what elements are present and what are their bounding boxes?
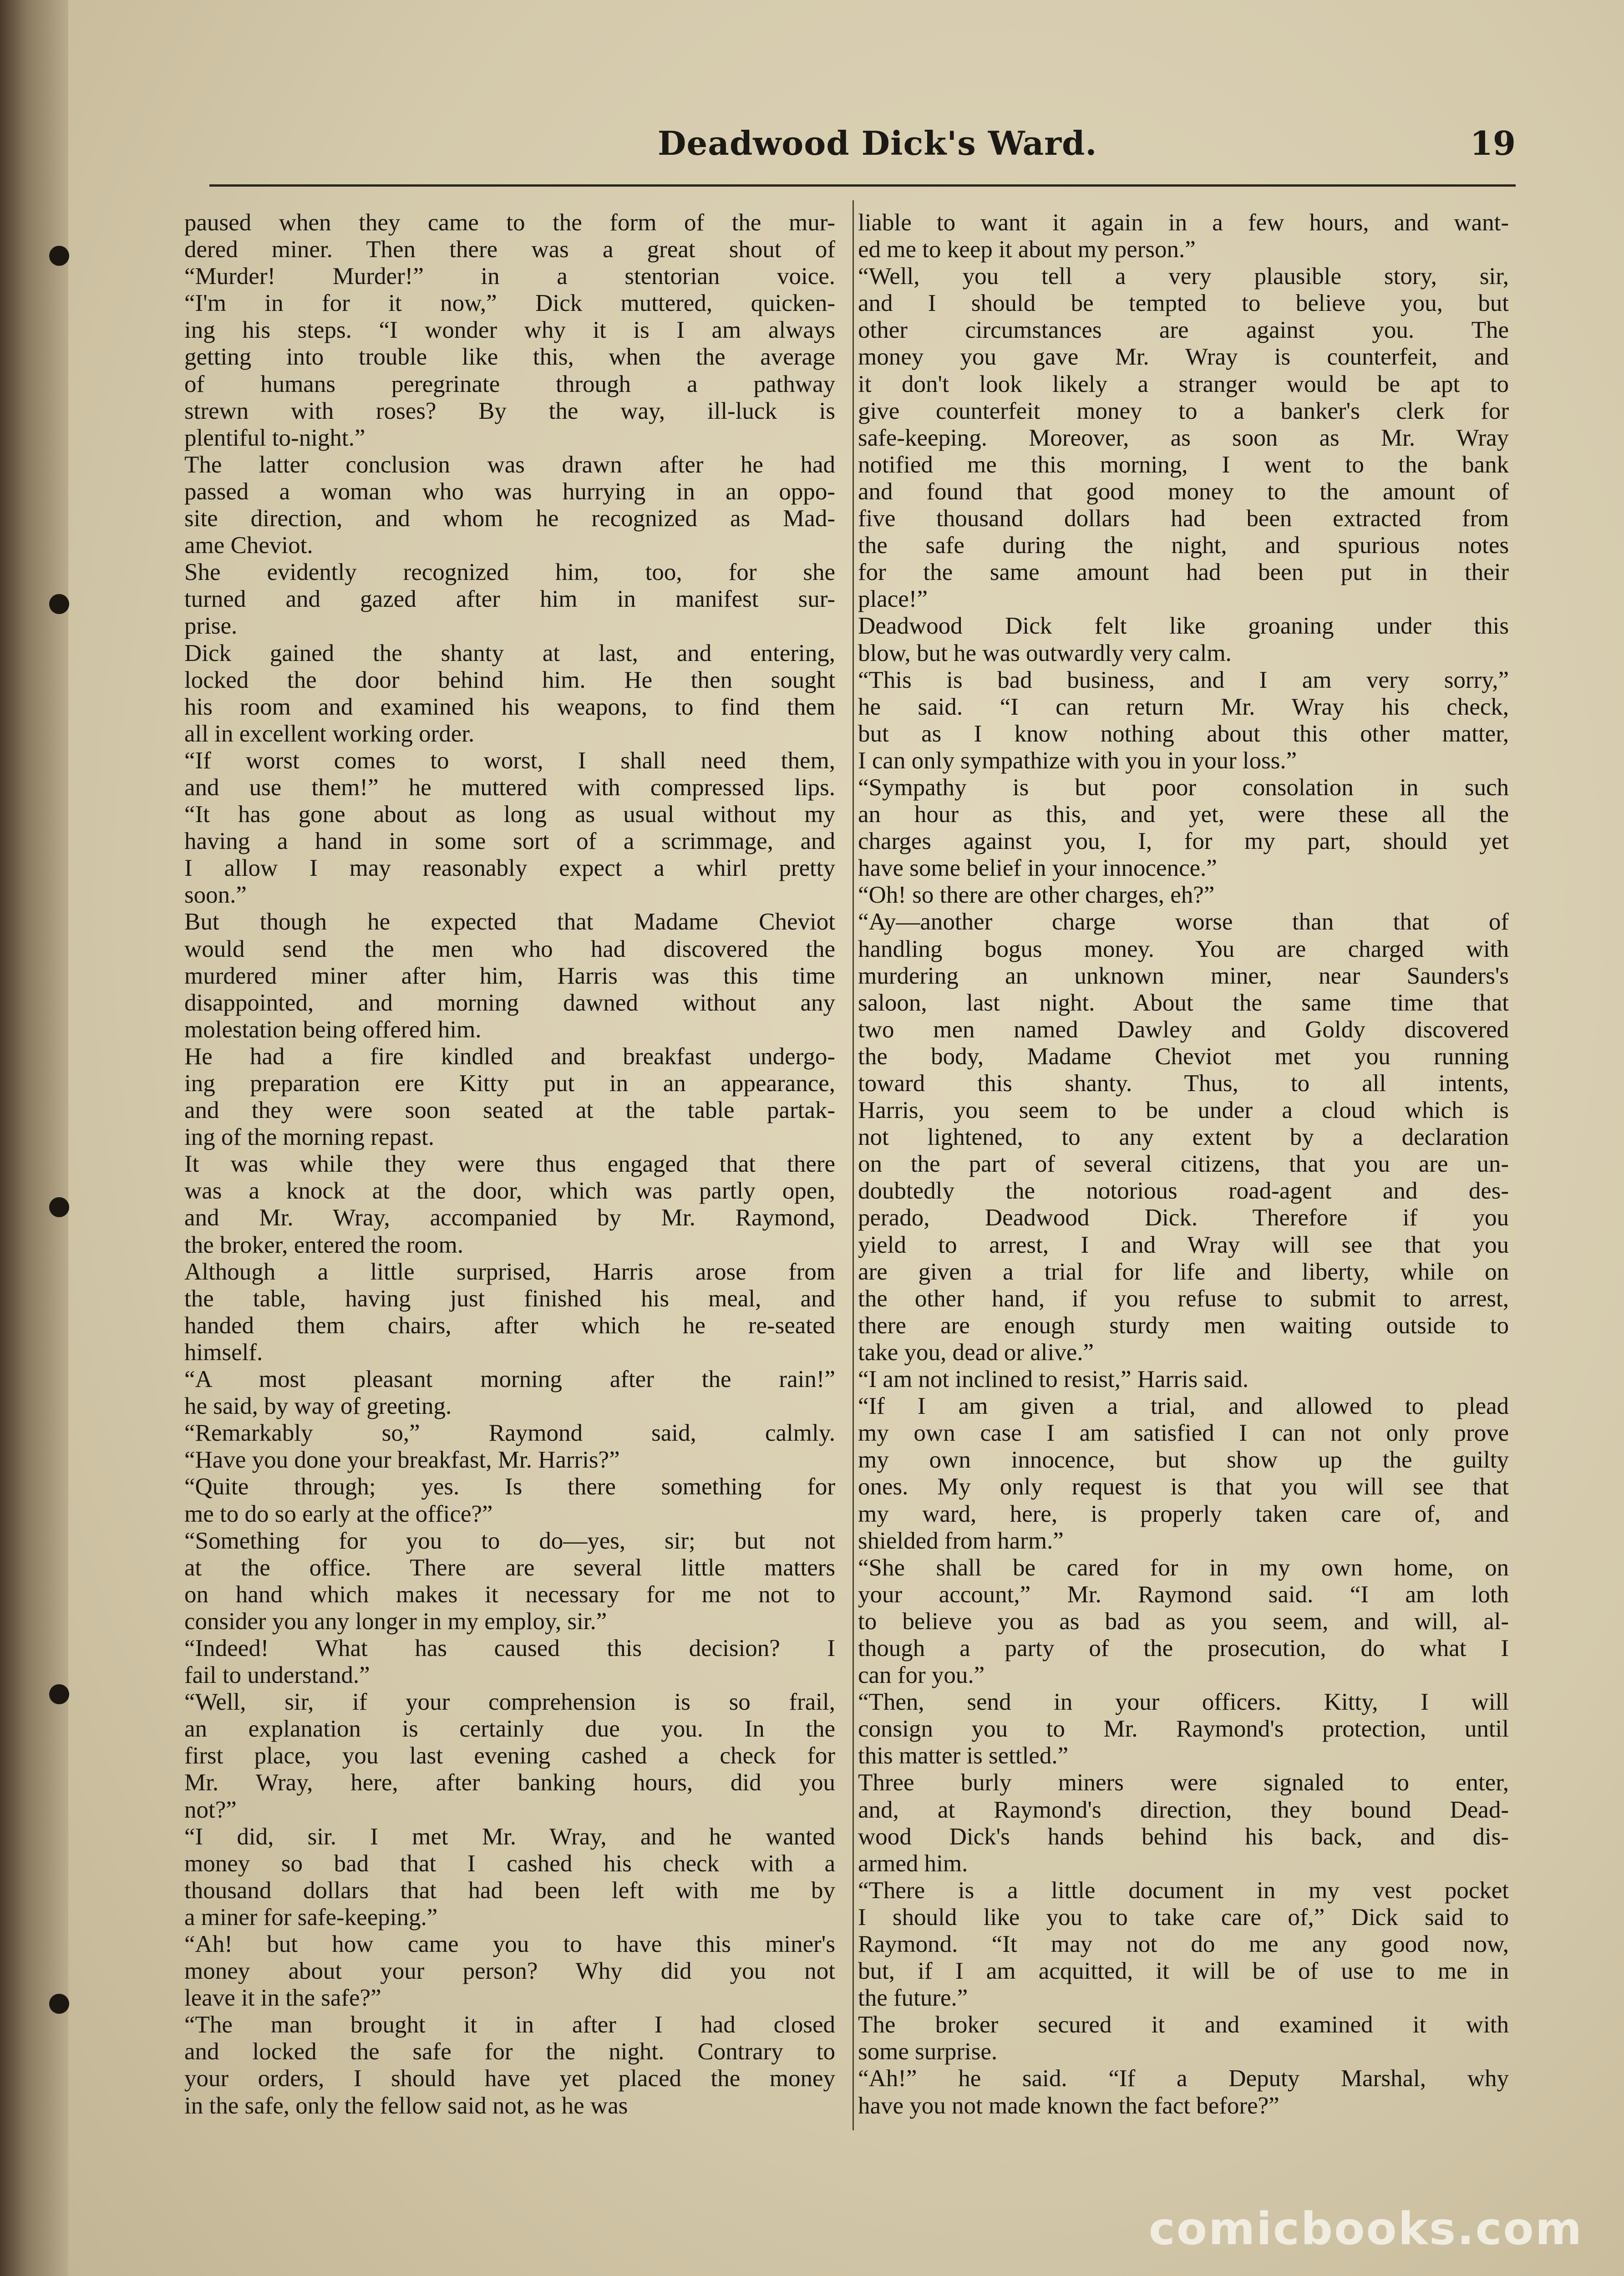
text-line: “Ah! but how came you to have this miner's [184,1931,835,1957]
text-line: at the office. There are several little matters [184,1554,835,1581]
text-line: Dick gained the shanty at last, and entering, [184,640,835,666]
page-number: 19 [1470,124,1516,163]
text-line: it don't look likely a stranger would be apt to [858,371,1509,397]
text-line: money so bad that I cashed his check with a [184,1850,835,1877]
text-line: the body, Madame Cheviot met you running [858,1043,1509,1070]
text-line: my ward, here, is properly taken care of, and [858,1500,1509,1527]
text-line: “I'm in for it now,” Dick muttered, quicken- [184,290,835,317]
text-line: Three burly miners were signaled to enter, [858,1769,1509,1796]
text-line: I should like you to take care of,” Dick said to [858,1904,1509,1931]
text-line: on hand which makes it necessary for me not to [184,1581,835,1608]
text-line: safe-keeping. Moreover, as soon as Mr. Wray [858,424,1509,451]
text-line: there are enough sturdy men waiting outside to [858,1312,1509,1339]
text-line: an hour as this, and yet, were these all the [858,801,1509,828]
text-line: ing preparation ere Kitty put in an appearance, [184,1070,835,1097]
text-line: himself. [184,1339,263,1366]
text-line: this matter is settled.” [858,1743,1069,1769]
text-line: “Well, sir, if your comprehension is so frail, [184,1689,835,1716]
text-line: “If worst comes to worst, I shall need them, [184,747,835,774]
text-line: “Oh! so there are other charges, eh?” [858,882,1215,909]
text-line: on the part of several citizens, that you are un- [858,1151,1509,1178]
column-separator [853,200,854,2130]
text-line: the table, having just finished his meal, and [184,1285,835,1312]
text-line: I can only sympathize with you in your loss.” [858,747,1297,774]
text-line: not lightened, to any extent by a declaration [858,1124,1509,1151]
text-line: passed a woman who was hurrying in an oppo- [184,478,835,505]
right-text-column [858,209,1509,2139]
text-line: leave it in the safe?” [184,1985,381,2012]
text-line: an explanation is certainly due you. In the [184,1716,835,1743]
text-line: though a party of the prosecution, do what I [858,1635,1509,1661]
text-line: perado, Deadwood Dick. Therefore if you [858,1204,1509,1231]
text-line: but as I know nothing about this other matter, [858,720,1509,747]
text-line: “Indeed! What has caused this decision? I [184,1635,835,1661]
text-line: the other hand, if you refuse to submit to arrest, [858,1285,1509,1312]
text-line: “If I am given a trial, and allowed to plead [858,1393,1509,1420]
running-title: Deadwood Dick's Ward. [658,124,1097,163]
text-line: “Ay—another charge worse than that of [858,909,1509,935]
text-line: wood Dick's hands behind his back, and dis- [858,1823,1509,1850]
text-line: Deadwood Dick felt like groaning under this [858,613,1509,640]
text-line: my own case I am satisfied I can not only prove [858,1420,1509,1447]
watermark: comicbooks.com [1148,2203,1583,2255]
text-line: I allow I may reasonably expect a whirl pretty [184,855,835,882]
text-line: “Remarkably so,” Raymond said, calmly. [184,1420,835,1447]
text-line: liable to want it again in a few hours, and want- [858,209,1509,236]
text-line: The broker secured it and examined it with [858,2012,1509,2038]
text-line: “Something for you to do—yes, sir; but not [184,1527,835,1554]
text-line: locked the door behind him. He then sought [184,666,835,693]
text-line: toward this shanty. Thus, to all intents, [858,1070,1509,1097]
text-line: “There is a little document in my vest pocket [858,1877,1509,1904]
text-line: some surprise. [858,2038,998,2065]
text-line: your account,” Mr. Raymond said. “I am loth [858,1581,1509,1608]
text-line: fail to understand.” [184,1662,370,1689]
text-line: turned and gazed after him in manifest sur- [184,586,835,613]
binding-hole [49,594,69,614]
text-line: murdering an unknown miner, near Saunders's [858,962,1509,989]
text-line: and locked the safe for the night. Contrary to [184,2038,835,2065]
text-line: disappointed, and morning dawned without any [184,989,835,1016]
text-line: in the safe, only the fellow said not, as he was [184,2092,628,2119]
text-line: The latter conclusion was drawn after he had [184,451,835,478]
text-line: “Quite through; yes. Is there something for [184,1473,835,1500]
header-rule [209,184,1516,187]
text-line: molestation being offered him. [184,1016,482,1043]
text-line: “I am not inclined to resist,” Harris said. [858,1366,1249,1393]
text-line: ing his steps. “I wonder why it is I am always [184,317,835,344]
text-line: and use them!” he muttered with compressed lips. [184,774,835,801]
text-line: two men named Dawley and Goldy discovered [858,1016,1509,1043]
text-line: ed me to keep it about my person.” [858,236,1196,263]
text-line: take you, dead or alive.” [858,1339,1094,1366]
text-line: ones. My only request is that you will see that [858,1473,1509,1500]
text-line: ame Cheviot. [184,532,313,559]
text-line: “Have you done your breakfast, Mr. Harris?” [184,1447,620,1473]
text-line: “Then, send in your officers. Kitty, I will [858,1689,1509,1716]
binding-hole [49,246,69,266]
text-line: “I did, sir. I met Mr. Wray, and he wanted [184,1823,835,1850]
text-line: plentiful to-night.” [184,424,365,451]
text-line: place!” [858,586,928,613]
text-line: and Mr. Wray, accompanied by Mr. Raymond, [184,1204,835,1231]
text-line: murdered miner after him, Harris was this time [184,962,835,989]
text-line: “She shall be cared for in my own home, on [858,1554,1509,1581]
text-line: and found that good money to the amount of [858,478,1509,505]
text-line: ing of the morning repast. [184,1124,435,1151]
text-line: getting into trouble like this, when the average [184,344,835,371]
text-line: all in excellent working order. [184,720,475,747]
text-line: consider you any longer in my employ, sir.” [184,1608,607,1635]
text-line: charges against you, I, for my part, should yet [858,828,1509,855]
text-line: handed them chairs, after which he re-seated [184,1312,835,1339]
text-line: he said. “I can return Mr. Wray his check, [858,693,1509,720]
text-line: money about your person? Why did you not [184,1958,835,1985]
running-header [209,118,1516,173]
text-line: are given a trial for life and liberty, while on [858,1258,1509,1285]
text-line: me to do so early at the office?” [184,1500,493,1527]
text-line: yield to arrest, I and Wray will see that you [858,1231,1509,1258]
text-line: strewn with roses? By the way, ill-luck is [184,397,835,424]
text-line: for the same amount had been put in their [858,559,1509,586]
text-line: a miner for safe-keeping.” [184,1904,438,1931]
text-line: “Ah!” he said. “If a Deputy Marshal, why [858,2065,1509,2092]
text-line: would send the men who had discovered the [184,935,835,962]
text-line: saloon, last night. About the same time that [858,989,1509,1016]
text-line: not?” [184,1796,237,1823]
text-line: shielded from harm.” [858,1527,1064,1554]
text-line: give counterfeit money to a banker's clerk for [858,397,1509,424]
text-line: armed him. [858,1850,968,1877]
text-line: “A most pleasant morning after the rain!” [184,1366,835,1393]
text-line: soon.” [184,882,247,909]
text-line: paused when they came to the form of the mur- [184,209,835,236]
text-line: money you gave Mr. Wray is counterfeit, and [858,344,1509,371]
text-line: he said, by way of greeting. [184,1393,452,1420]
text-line: consign you to Mr. Raymond's protection, until [858,1716,1509,1743]
text-line: the future.” [858,1985,968,2012]
text-line: Mr. Wray, here, after banking hours, did you [184,1769,835,1796]
text-line: and they were soon seated at the table partak- [184,1097,835,1124]
text-line: handling bogus money. You are charged with [858,935,1509,962]
text-line: to believe you as bad as you seem, and will, al- [858,1608,1509,1635]
left-text-column [184,209,835,2139]
left-binding-margin [0,0,68,2276]
text-line: the broker, entered the room. [184,1231,464,1258]
binding-hole [49,1197,69,1217]
text-line: site direction, and whom he recognized as Mad- [184,505,835,532]
text-line: She evidently recognized him, too, for she [184,559,835,586]
text-line: have you not made known the fact before?” [858,2092,1279,2119]
text-line: other circumstances are against you. The [858,317,1509,344]
text-line: prise. [184,613,238,640]
text-line: was a knock at the door, which was partly open, [184,1178,835,1204]
text-line: “It has gone about as long as usual without my [184,801,835,828]
text-line: and, at Raymond's direction, they bound Dead- [858,1796,1509,1823]
text-line: your orders, I should have yet placed the money [184,2065,835,2092]
text-line: have some belief in your innocence.” [858,855,1217,882]
text-line: “This is bad business, and I am very sorry,” [858,666,1509,693]
text-line: It was while they were thus engaged that there [184,1151,835,1178]
binding-hole [49,1994,69,2014]
text-line: doubtedly the notorious road-agent and des- [858,1178,1509,1204]
text-line: thousand dollars that had been left with me by [184,1877,835,1904]
text-line: blow, but he was outwardly very calm. [858,640,1232,666]
text-line: Although a little surprised, Harris arose from [184,1258,835,1285]
text-line: the safe during the night, and spurious notes [858,532,1509,559]
text-line: “Sympathy is but poor consolation in such [858,774,1509,801]
text-line: “Well, you tell a very plausible story, sir, [858,263,1509,290]
text-line: can for you.” [858,1662,985,1689]
text-line: “The man brought it in after I had closed [184,2012,835,2038]
text-line: He had a fire kindled and breakfast undergo- [184,1043,835,1070]
text-line: “Murder! Murder!” in a stentorian voice. [184,263,835,290]
text-line: But though he expected that Madame Cheviot [184,909,835,935]
text-line: and I should be tempted to believe you, but [858,290,1509,317]
text-line: having a hand in some sort of a scrimmage, and [184,828,835,855]
text-line: Harris, you seem to be under a cloud which is [858,1097,1509,1124]
text-line: his room and examined his weapons, to find them [184,693,835,720]
text-line: five thousand dollars had been extracted from [858,505,1509,532]
binding-hole [49,1684,69,1704]
text-line: Raymond. “It may not do me any good now, [858,1931,1509,1957]
text-line: but, if I am acquitted, it will be of use to me in [858,1958,1509,1985]
text-line: notified me this morning, I went to the bank [858,451,1509,478]
text-line: my own innocence, but show up the guilty [858,1447,1509,1473]
text-line: of humans peregrinate through a pathway [184,371,835,397]
text-line: dered miner. Then there was a great shout of [184,236,835,263]
text-line: first place, you last evening cashed a check for [184,1743,835,1769]
